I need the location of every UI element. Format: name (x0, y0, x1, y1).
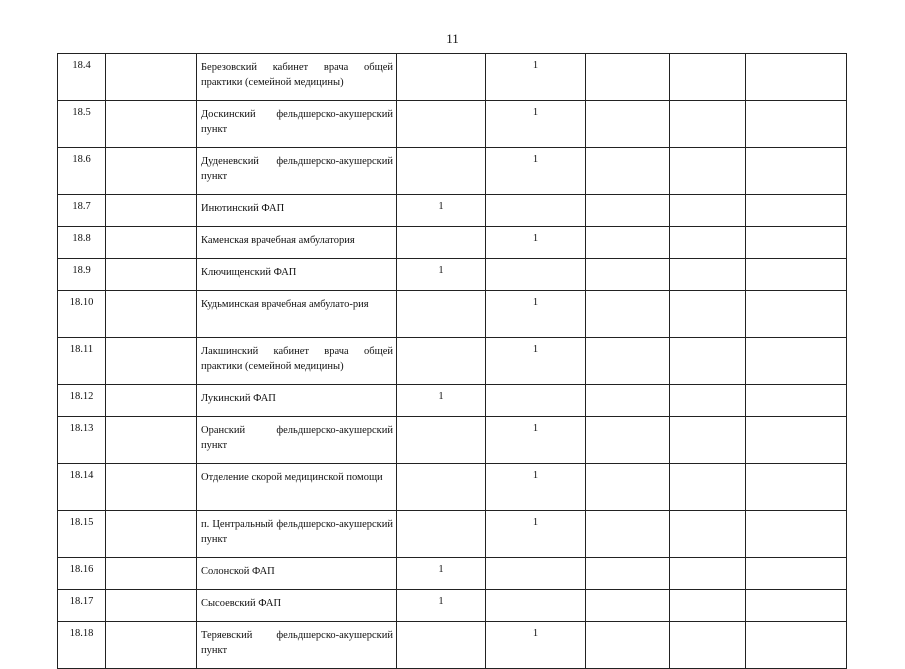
value-cell-col4: 1 (486, 622, 586, 669)
empty-cell (746, 259, 847, 291)
empty-cell (586, 558, 670, 590)
empty-cell (670, 227, 746, 259)
facility-name-cell (197, 101, 397, 148)
empty-cell (106, 590, 197, 622)
value-cell-col4: 1 (486, 464, 586, 511)
empty-cell (106, 338, 197, 385)
facility-name: Оранский фельдшерско-акушерский пункт (201, 425, 393, 451)
empty-cell (670, 291, 746, 338)
row-number-cell: 18.7 (58, 195, 106, 227)
row-number-cell: 18.13 (58, 417, 106, 464)
empty-cell (106, 195, 197, 227)
row-number-cell: 18.4 (58, 54, 106, 101)
facility-name: Солонской ФАП (201, 566, 275, 577)
empty-cell (106, 54, 197, 101)
facility-name: Теряевский фельдшерско-акушерский пункт (201, 630, 393, 656)
empty-cell (746, 148, 847, 195)
empty-cell (106, 101, 197, 148)
table-row (58, 338, 847, 385)
empty-cell (586, 338, 670, 385)
row-number-cell: 18.12 (58, 385, 106, 417)
value-cell-col3 (397, 511, 486, 558)
empty-cell (586, 227, 670, 259)
facility-name: Инютинский ФАП (201, 203, 285, 214)
empty-cell (586, 511, 670, 558)
row-number-cell: 18.15 (58, 511, 106, 558)
facility-name: Дуденевский фельдшерско-акушерский пункт (201, 156, 393, 182)
facility-name: Отделение скорой медицинской помощи (201, 472, 383, 483)
table-row (58, 464, 847, 511)
facility-name-cell (197, 590, 397, 622)
empty-cell (746, 101, 847, 148)
facility-name: Доскинский фельдшерско-акушерский пункт (201, 109, 393, 135)
row-number-cell: 18.8 (58, 227, 106, 259)
facility-name-cell (197, 195, 397, 227)
table-row (58, 417, 847, 464)
table-row (58, 259, 847, 291)
empty-cell (670, 558, 746, 590)
empty-cell (106, 558, 197, 590)
empty-cell (106, 227, 197, 259)
facility-name-cell (197, 259, 397, 291)
empty-cell (746, 338, 847, 385)
empty-cell (746, 227, 847, 259)
value-cell-col3: 1 (397, 195, 486, 227)
facilities-table (57, 53, 847, 669)
facility-name-cell (197, 291, 397, 338)
value-cell-col3 (397, 227, 486, 259)
table-row (58, 590, 847, 622)
facility-name: Ключищенский ФАП (201, 267, 297, 278)
value-cell-col3 (397, 54, 486, 101)
table-row (58, 291, 847, 338)
empty-cell (106, 291, 197, 338)
empty-cell (670, 417, 746, 464)
empty-cell (586, 622, 670, 669)
value-cell-col3 (397, 291, 486, 338)
facility-name: Лакшинский кабинет врача общей практики (семейной медицины) (201, 346, 393, 372)
facility-name: Лукинский ФАП (201, 393, 276, 404)
empty-cell (746, 54, 847, 101)
empty-cell (746, 195, 847, 227)
empty-cell (746, 385, 847, 417)
empty-cell (586, 417, 670, 464)
table-row (58, 558, 847, 590)
table-row (58, 54, 847, 101)
value-cell-col4: 1 (486, 511, 586, 558)
empty-cell (746, 291, 847, 338)
row-number-cell: 18.9 (58, 259, 106, 291)
value-cell-col4 (486, 195, 586, 227)
value-cell-col4: 1 (486, 291, 586, 338)
table-row (58, 622, 847, 669)
empty-cell (586, 101, 670, 148)
empty-cell (106, 417, 197, 464)
facility-name-cell (197, 54, 397, 101)
empty-cell (586, 54, 670, 101)
empty-cell (586, 385, 670, 417)
facility-name: Кудьминская врачебная амбулато-рия (201, 299, 369, 310)
facility-name-cell (197, 622, 397, 669)
empty-cell (586, 291, 670, 338)
value-cell-col4: 1 (486, 227, 586, 259)
empty-cell (670, 101, 746, 148)
row-number-cell: 18.17 (58, 590, 106, 622)
value-cell-col4: 1 (486, 338, 586, 385)
row-number-cell: 18.5 (58, 101, 106, 148)
empty-cell (670, 259, 746, 291)
value-cell-col3: 1 (397, 385, 486, 417)
facility-name: Каменская врачебная амбулатория (201, 235, 355, 246)
table-body (58, 54, 847, 669)
page-number: 11 (446, 31, 459, 46)
value-cell-col3 (397, 417, 486, 464)
row-number-cell: 18.10 (58, 291, 106, 338)
empty-cell (670, 148, 746, 195)
empty-cell (746, 417, 847, 464)
value-cell-col3 (397, 338, 486, 385)
value-cell-col4: 1 (486, 417, 586, 464)
value-cell-col3 (397, 622, 486, 669)
facility-name-cell (197, 417, 397, 464)
facility-name-cell (197, 338, 397, 385)
facility-name-cell (197, 464, 397, 511)
table-row (58, 101, 847, 148)
empty-cell (746, 622, 847, 669)
value-cell-col3 (397, 464, 486, 511)
facility-name: п. Центральный фельдшерско-акушерский пункт (201, 519, 393, 545)
table-row (58, 511, 847, 558)
empty-cell (670, 464, 746, 511)
empty-cell (670, 511, 746, 558)
empty-cell (670, 590, 746, 622)
table-row (58, 195, 847, 227)
empty-cell (106, 148, 197, 195)
empty-cell (586, 464, 670, 511)
value-cell-col4 (486, 590, 586, 622)
value-cell-col4: 1 (486, 54, 586, 101)
table-row (58, 148, 847, 195)
empty-cell (106, 622, 197, 669)
value-cell-col4: 1 (486, 101, 586, 148)
row-number-cell: 18.6 (58, 148, 106, 195)
empty-cell (106, 259, 197, 291)
empty-cell (746, 590, 847, 622)
empty-cell (670, 385, 746, 417)
facility-name-cell (197, 558, 397, 590)
value-cell-col3: 1 (397, 558, 486, 590)
empty-cell (670, 195, 746, 227)
value-cell-col4: 1 (486, 148, 586, 195)
facility-name: Сысоевский ФАП (201, 598, 282, 609)
facility-name-cell (197, 385, 397, 417)
value-cell-col3: 1 (397, 259, 486, 291)
value-cell-col4 (486, 259, 586, 291)
empty-cell (746, 558, 847, 590)
empty-cell (106, 385, 197, 417)
row-number-cell: 18.11 (58, 338, 106, 385)
empty-cell (586, 195, 670, 227)
empty-cell (670, 622, 746, 669)
value-cell-col4 (486, 558, 586, 590)
empty-cell (586, 590, 670, 622)
empty-cell (106, 511, 197, 558)
empty-cell (670, 338, 746, 385)
facility-name-cell (197, 227, 397, 259)
facility-name-cell (197, 148, 397, 195)
value-cell-col3 (397, 148, 486, 195)
empty-cell (746, 511, 847, 558)
empty-cell (746, 464, 847, 511)
row-number-cell: 18.14 (58, 464, 106, 511)
empty-cell (586, 148, 670, 195)
value-cell-col3: 1 (397, 590, 486, 622)
table-row (58, 385, 847, 417)
empty-cell (106, 464, 197, 511)
row-number-cell: 18.16 (58, 558, 106, 590)
value-cell-col3 (397, 101, 486, 148)
empty-cell (586, 259, 670, 291)
row-number-cell: 18.18 (58, 622, 106, 669)
facility-name: Березовский кабинет врача общей практики (семейной медицины) (201, 62, 393, 88)
facility-name-cell (197, 511, 397, 558)
table-row (58, 227, 847, 259)
value-cell-col4 (486, 385, 586, 417)
empty-cell (670, 54, 746, 101)
